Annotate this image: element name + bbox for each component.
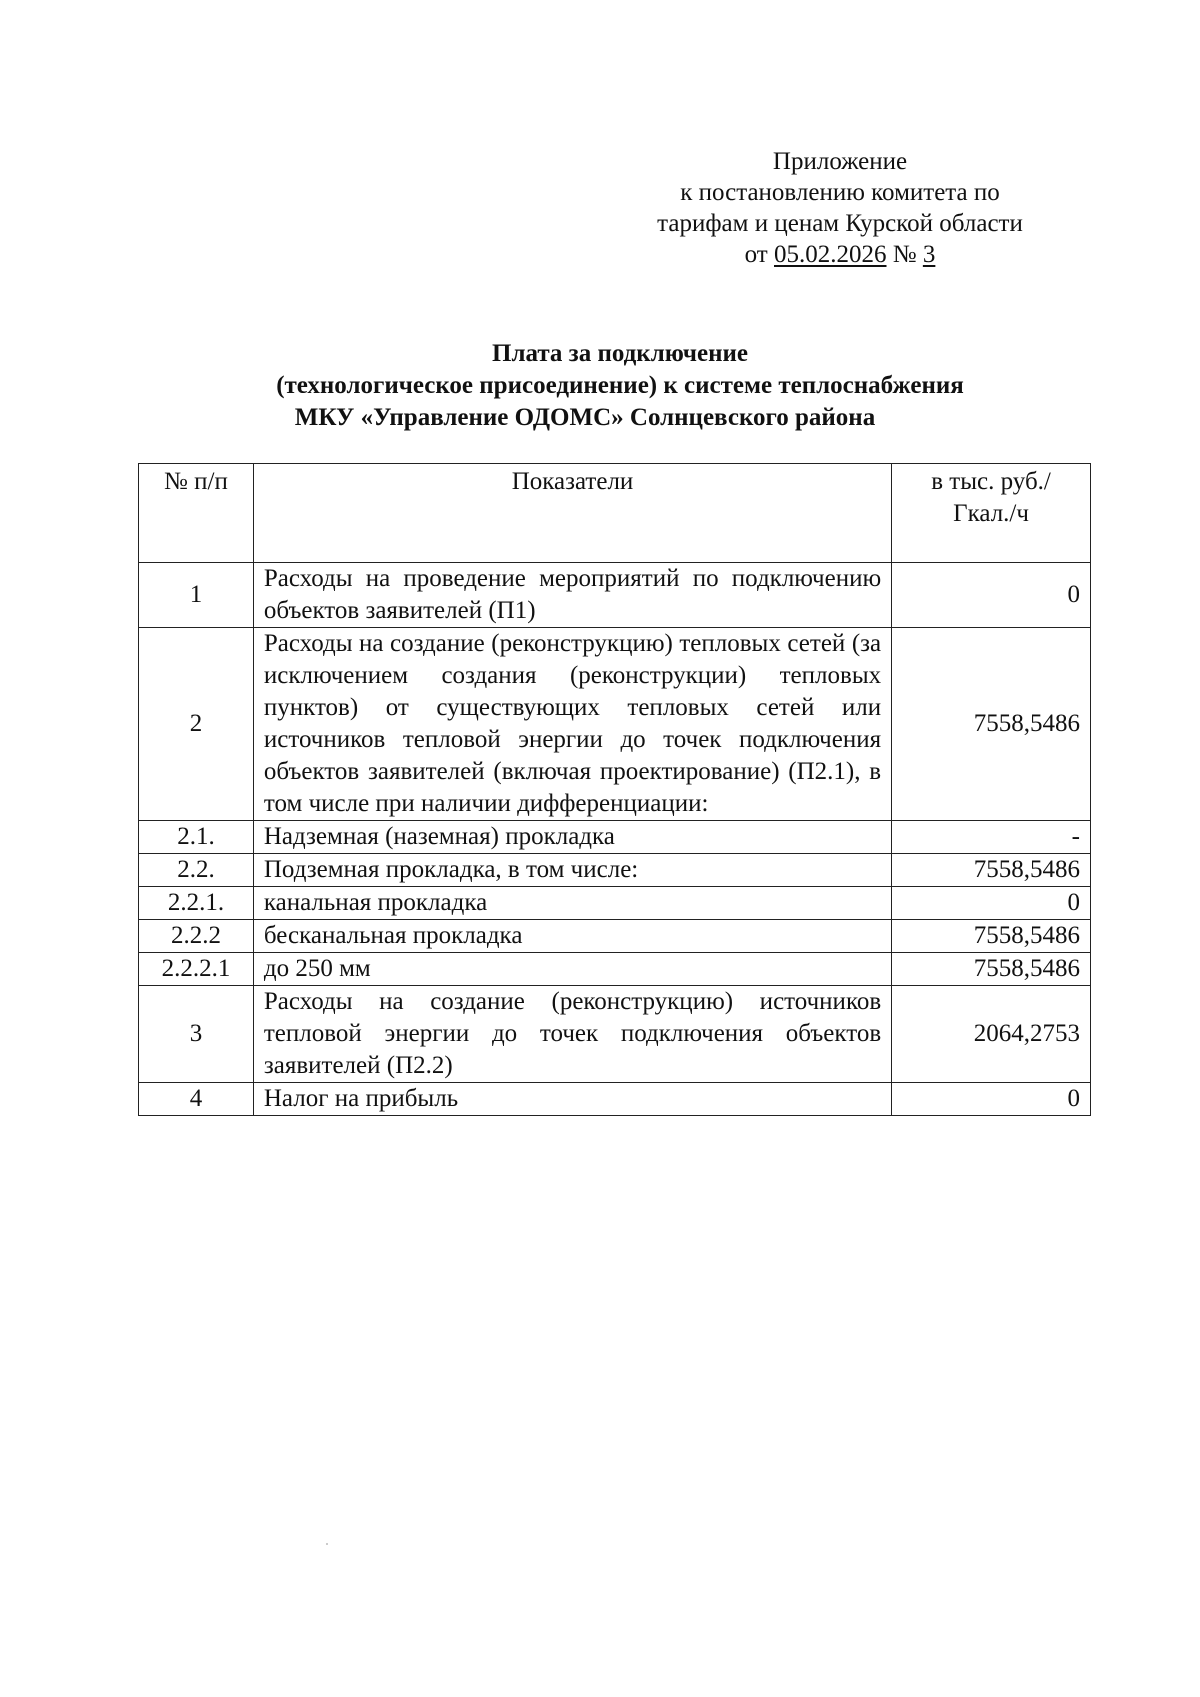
- row-num: 2: [139, 628, 254, 821]
- row-num: 2.2.1.: [139, 887, 254, 920]
- appendix-block: [620, 146, 1060, 270]
- table-row: [139, 563, 1091, 628]
- row-indicator: до 250 мм: [253, 953, 891, 986]
- table-row: [139, 628, 1091, 821]
- table-row: [139, 854, 1091, 887]
- date-prefix: от: [744, 241, 768, 268]
- row-value: 0: [892, 1083, 1091, 1116]
- table-row: [139, 920, 1091, 953]
- row-num: 4: [139, 1083, 254, 1116]
- row-indicator: Надземная (наземная) прокладка: [253, 821, 891, 854]
- decree-number: 3: [922, 241, 936, 268]
- document-title: [210, 338, 1030, 434]
- row-value: 7558,5486: [892, 854, 1091, 887]
- table-row: [139, 1083, 1091, 1116]
- row-value: 0: [892, 563, 1091, 628]
- row-indicator: бесканальная прокладка: [253, 920, 891, 953]
- row-indicator: Подземная прокладка, в том числе:: [253, 854, 891, 887]
- row-num: 2.2.2: [139, 920, 254, 953]
- row-indicator: канальная прокладка: [253, 887, 891, 920]
- row-num: 2.2.: [139, 854, 254, 887]
- appendix-line-3: тарифам и ценам Курской области: [657, 210, 1023, 237]
- row-num: 3: [139, 986, 254, 1083]
- row-num: 1: [139, 563, 254, 628]
- row-value: 7558,5486: [892, 628, 1091, 821]
- appendix-date-line: [620, 239, 1060, 270]
- row-indicator: Налог на прибыль: [253, 1083, 891, 1116]
- row-num: 2.2.2.1: [139, 953, 254, 986]
- title-line-1: Плата за подключение: [492, 340, 748, 367]
- row-indicator: Расходы на проведение мероприятий по подключению объектов заявителей (П1): [253, 563, 891, 628]
- table-row: [139, 953, 1091, 986]
- table-row: [139, 887, 1091, 920]
- table-row: [139, 986, 1091, 1083]
- scan-speck: [326, 1543, 328, 1545]
- row-value: 2064,2753: [892, 986, 1091, 1083]
- appendix-line-1: Приложение: [772, 148, 908, 175]
- title-line-3: МКУ «Управление ОДОМС» Солнцевского района: [294, 404, 876, 431]
- row-value: 0: [892, 887, 1091, 920]
- table-row: [139, 821, 1091, 854]
- appendix-line-2: к постановлению комитета по: [680, 179, 1000, 206]
- decree-date: 05.02.2026: [774, 241, 887, 268]
- row-value: -: [892, 821, 1091, 854]
- number-sign: №: [892, 241, 917, 268]
- header-indicator: Показатели: [253, 464, 891, 563]
- row-num: 2.1.: [139, 821, 254, 854]
- table-header-row: [139, 464, 1091, 563]
- row-indicator: Расходы на создание (реконструкцию) тепловых сетей (за исключением создания (реконструкции) тепловых пунктов) от существующих тепловых сетей или источников тепловой энергии до точек подключения объектов заявителей (включая проектирование) (П2.1), в том числе при наличии дифференциации:: [253, 628, 891, 821]
- fees-table: [138, 463, 1091, 1116]
- row-value: 7558,5486: [892, 953, 1091, 986]
- title-line-2: (технологическое присоединение) к системе теплоснабжения: [276, 372, 964, 399]
- header-unit: в тыс. руб./Гкал./ч: [892, 464, 1091, 563]
- row-indicator: Расходы на создание (реконструкцию) источников тепловой энергии до точек подключения объектов заявителей (П2.2): [253, 986, 891, 1083]
- row-value: 7558,5486: [892, 920, 1091, 953]
- header-num: № п/п: [139, 464, 254, 563]
